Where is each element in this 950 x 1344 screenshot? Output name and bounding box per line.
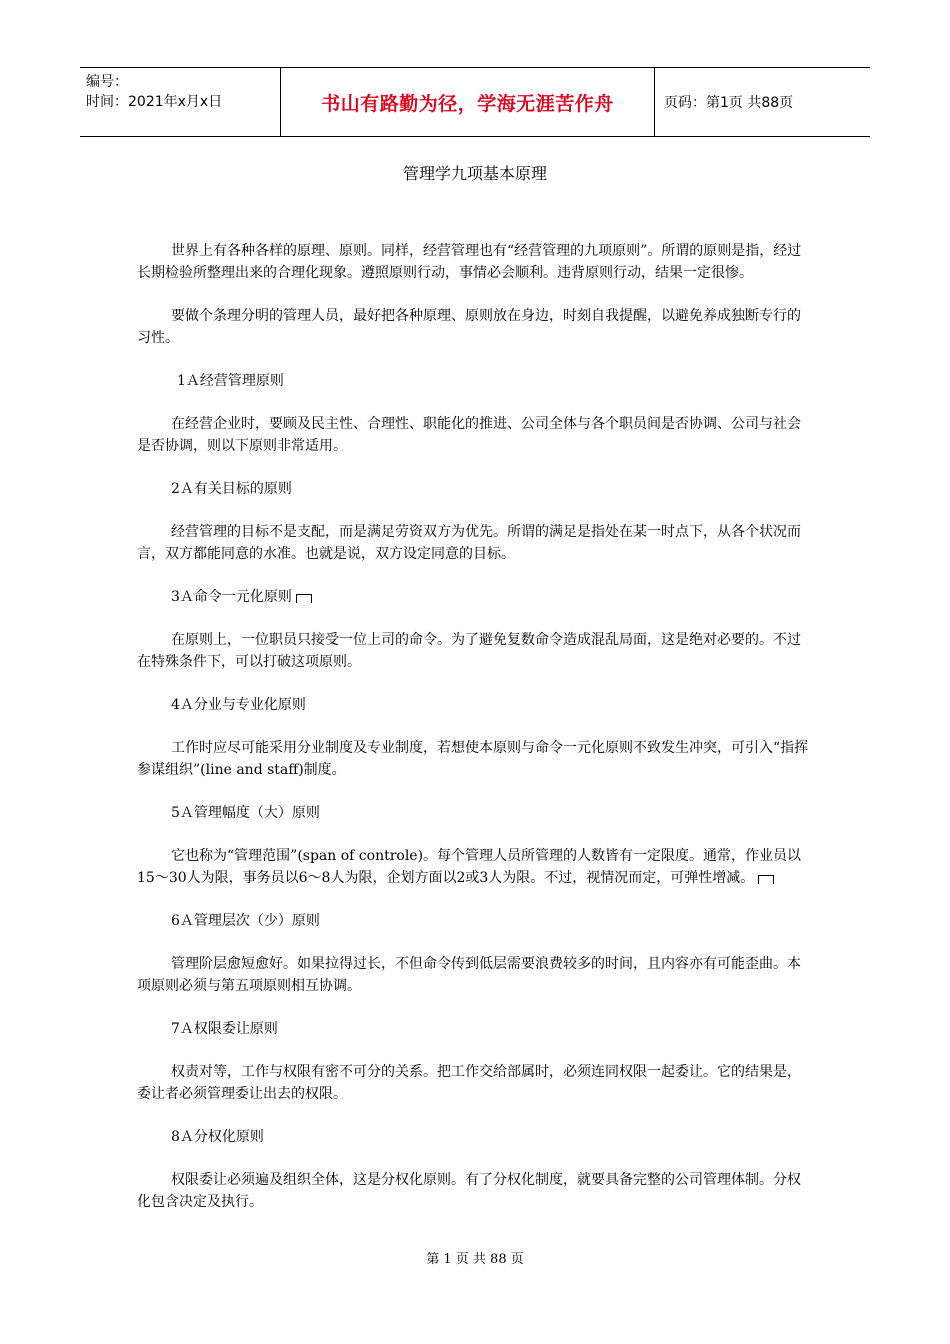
- paragraph: 在经营企业时，要顾及民主性、合理性、职能化的推进、公司全体与各个职员间是否协调、公司与社会是否协调，则以下原则非常适用。: [137, 416, 801, 454]
- section-heading: 7Ａ权限委让原则: [171, 1021, 278, 1037]
- document-body: [137, 240, 813, 1234]
- paragraph: 在原则上，一位职员只接受一位上司的命令。为了避免复数命令造成混乱局面，这是绝对必要的。不过在特殊条件下，可以打破这项原则。: [137, 632, 801, 670]
- paragraph: 世界上有各种各样的原理、原则。同样，经营管理也有“经营管理的九项原则”。所谓的原则是指，经过长期检验所整理出来的合理化现象。遵照原则行动，事情必会顺利。违背原则行动，结果一定很惨。: [137, 243, 802, 281]
- page-code: 页码：第1页 共88页: [664, 95, 794, 111]
- motto: 书山有路勤为径，学海无涯苦作舟: [321, 92, 614, 115]
- header-motto-cell: [280, 68, 655, 136]
- page-header: [80, 67, 870, 137]
- bracket-mark-icon: [296, 594, 312, 603]
- paragraph: 权责对等，工作与权限有密不可分的关系。把工作交给部属时，必须连同权限一起委让。它的结果是，委让者必须管理委让出去的权限。: [137, 1064, 801, 1102]
- section-heading: 6Ａ管理层次（少）原则: [171, 913, 320, 929]
- number-label: 编号：: [86, 74, 128, 90]
- paragraph: 它也称为“管理范围”(span of controle)。每个管理人员所管理的人数皆有一定限度。通常，作业员以15～30人为限，事务员以6～8人为限，企划方面以2或3人为限。不过，视情况而定，可弹性增减。: [137, 848, 802, 886]
- section-heading: 4Ａ分业与专业化原则: [171, 697, 306, 713]
- header-page-code-cell: [655, 68, 870, 136]
- section-heading: 5Ａ管理幅度（大）原则: [171, 805, 320, 821]
- header-meta: [80, 68, 280, 136]
- page-footer: 第 1 页 共 88 页: [426, 1252, 524, 1267]
- paragraph: 权限委让必须遍及组织全体，这是分权化原则。有了分权化制度，就要具备完整的公司管理体制。分权化包含决定及执行。: [137, 1172, 801, 1210]
- paragraph: 管理阶层愈短愈好。如果拉得过长，不但命令传到低层需要浪费较多的时间，且内容亦有可能歪曲。本项原则必须与第五项原则相互协调。: [137, 956, 801, 994]
- document-title: 管理学九项基本原理: [402, 164, 547, 183]
- section-heading: 8Ａ分权化原则: [171, 1129, 264, 1145]
- section-heading: 1Ａ经营管理原则: [177, 373, 284, 389]
- paragraph: 要做个条理分明的管理人员，最好把各种原理、原则放在身边，时刻自我提醒，以避免养成独断专行的习性。: [137, 308, 801, 346]
- paragraph: 经营管理的目标不是支配，而是满足劳资双方为优先。所谓的满足是指处在某一时点下，从各个状况而言，双方都能同意的水准。也就是说，双方设定同意的目标。: [137, 524, 801, 562]
- paragraph: 工作时应尽可能采用分业制度及专业制度，若想使本原则与命令一元化原则不致发生冲突，可引入“指挥参谋组织”(line and staff)制度。: [137, 740, 809, 778]
- section-heading: 2Ａ有关目标的原则: [171, 481, 292, 497]
- time-label: 时间：2021年x月x日: [86, 94, 223, 110]
- bracket-mark-icon: [758, 875, 774, 884]
- section-heading: 3Ａ命令一元化原则: [137, 586, 813, 608]
